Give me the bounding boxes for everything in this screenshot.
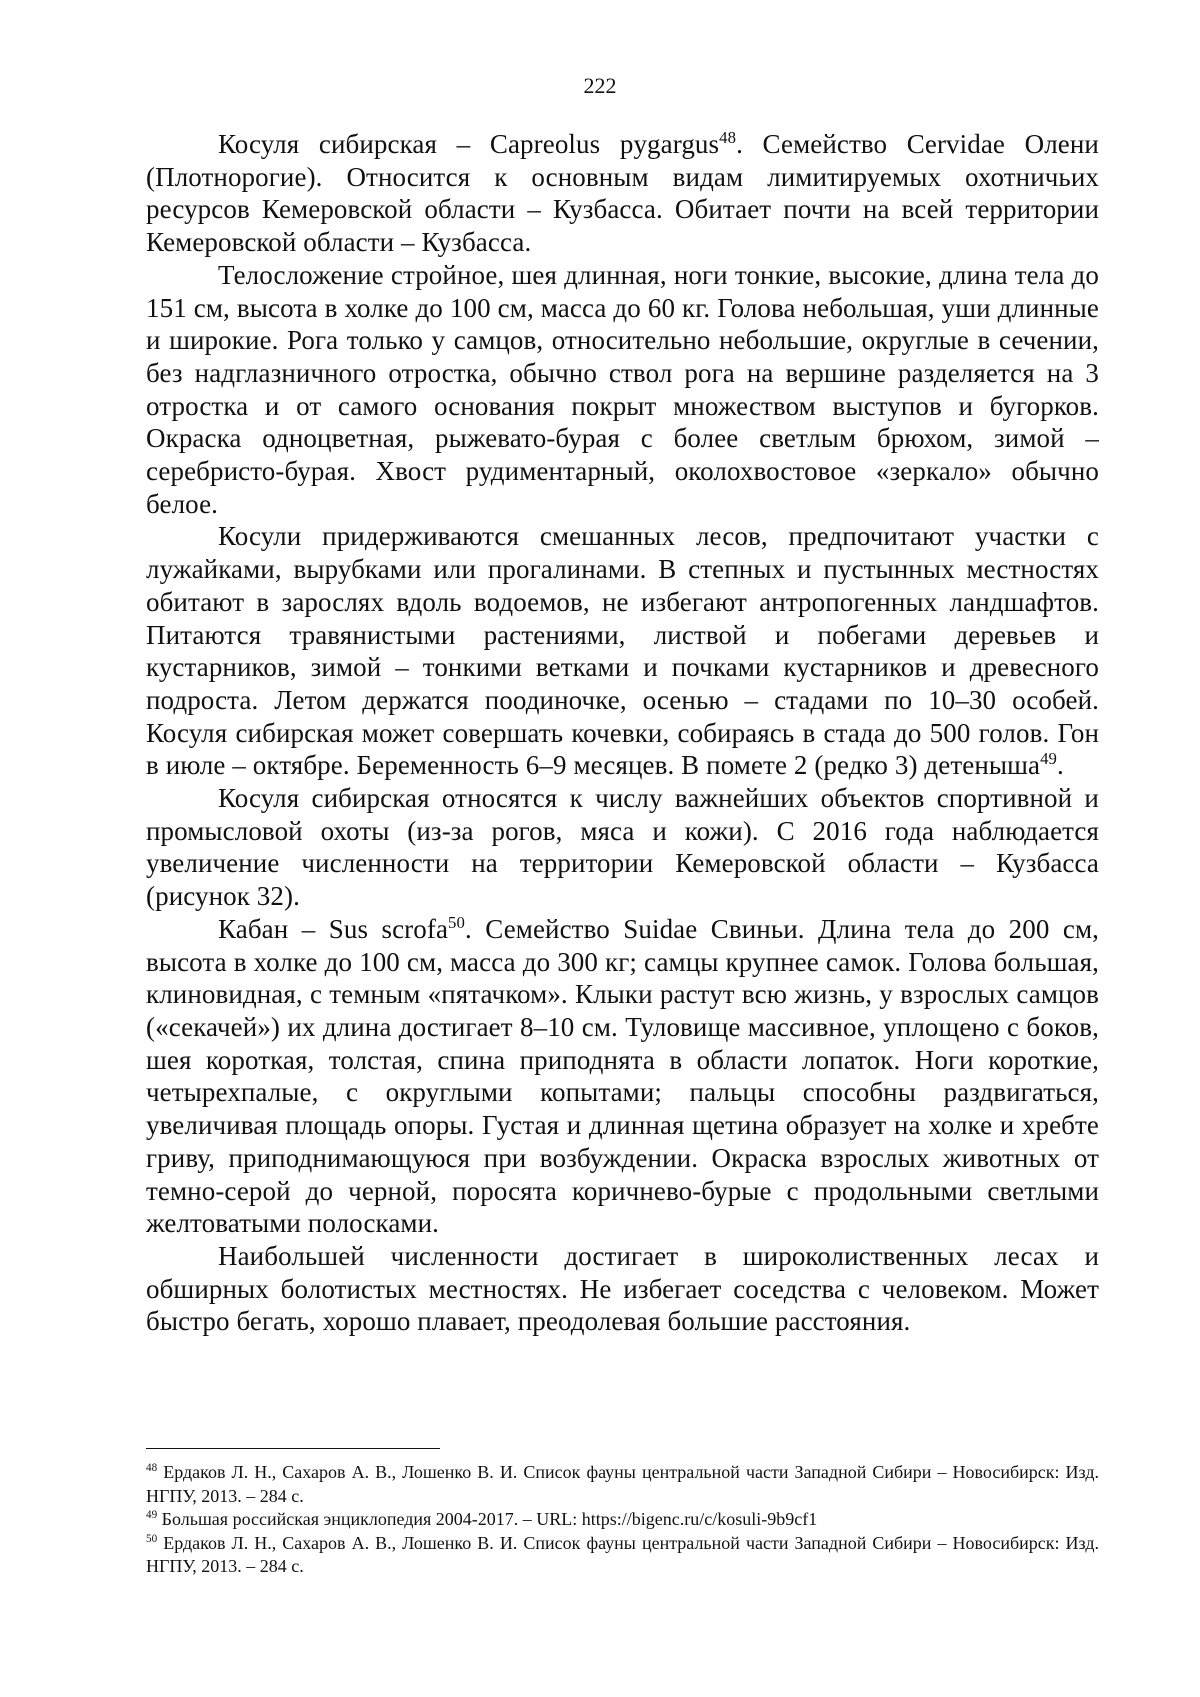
- paragraph-text: Косуля сибирская – Capreolus pygargus: [218, 129, 720, 159]
- paragraph-text: Косуля сибирская относятся к числу важнейших объектов спортивной и промысловой охоты (из-за рогов, мяса и кожи). С 2016 года наблюдается увеличение численности на территории Кемеровской области – Кузбасса (рисунок 32).: [146, 783, 1099, 912]
- paragraph-text: . Семейство Cervidae Олени (Плотнорогие). Относится к основным видам лимитируемых охотничьих ресурсов Кемеровской области – Кузбасса. Обитает почти на всей территории Кемеровской области – Кузбасса.: [146, 129, 1099, 258]
- footnote-50: [146, 1532, 1099, 1579]
- paragraph-text: Наибольшей численности достигает в широколиственных лесах и обширных болотистых местностях. Не избегает соседства с человеком. Может быстро бегать, хорошо плавает, преодолевая большие расстояния.: [146, 1240, 1099, 1337]
- footnote-text: Большая российская энциклопедия 2004-2017. – URL: https://bigenc.ru/c/kosuli-9b9cf1: [157, 1509, 818, 1529]
- footnote-mark: 49: [146, 1509, 158, 1521]
- footnotes: [146, 1461, 1099, 1579]
- footnote-text: Ердаков Л. Н., Сахаров А. В., Лошенко В. И. Список фауны центральной части Западной Сибири – Новосибирск: Изд. НГПУ, 2013. – 284 с.: [146, 1462, 1099, 1506]
- paragraph-text: .: [1057, 750, 1064, 781]
- paragraph-boar-habitat: [146, 1240, 1099, 1338]
- paragraph-roe-deer-habitat: [146, 520, 1099, 782]
- footnote-ref: 49: [1040, 749, 1058, 769]
- paragraph-roe-deer-hunting: [146, 782, 1099, 913]
- paragraph-text: Кабан – Sus scrofa: [218, 913, 449, 944]
- footnote-mark: 50: [146, 1532, 158, 1545]
- footnote-ref: 48: [719, 128, 737, 147]
- paragraph-text: Косули придерживаются смешанных лесов, предпочитают участки с лужайками, вырубками или прогалинами. В степных и пустынных местностях обитают в зарослях вдоль водоемов, не избегают антропогенных ландшафтов. Питаются травянистыми растениями, листвой и побегами деревьев и кустарников, зимой – тонкими ветками и почками кустарников и древесного подроста. Летом держатся поодиночке, осенью – стадами по 10–30 особей. Косуля сибирская может совершать кочевки, собираясь в стада до 500 голов. Гон в июле – октябре. Беременность 6–9 месяцев. В помете 2 (редко 3) детеныша: [146, 521, 1099, 781]
- paragraph-roe-deer-intro: [146, 128, 1099, 259]
- footnote-ref: 50: [448, 912, 465, 932]
- footnote-49: [146, 1508, 1099, 1532]
- paragraph-text: . Семейство Suidae Свиньи. Длина тела до 200 см, высота в холке до 100 см, масса до 300 кг; самцы крупнее самок. Голова большая, клиновидная, с темным «пятачком». Клыки растут всю жизнь, у взрослых самцов («секачей») их длина достигает 8–10 см. Туловище массивное, уплощено с боков, шея короткая, толстая, спина приподнята в области лопаток. Ноги короткие, четырехпалые, с округлыми копытами; пальцы способны раздвигаться, увеличивая площадь опоры. Густая и длинная щетина образует на холке и хребте гриву, приподнимающуюся при возбуждении. Окраска взрослых животных от темно-серой до черной, поросята коричнево-бурые с продольными светлыми желтоватыми полосками.: [146, 913, 1099, 1239]
- footnote-separator: [146, 1448, 440, 1449]
- paragraph-boar-intro: [146, 913, 1099, 1240]
- footnote-text: Ердаков Л. Н., Сахаров А. В., Лошенко В. И. Список фауны центральной части Западной Сибири – Новосибирск: Изд. НГПУ, 2013. – 284 с.: [146, 1532, 1099, 1576]
- footnote-48: [146, 1461, 1099, 1508]
- paragraph-text: Телосложение стройное, шея длинная, ноги тонкие, высокие, длина тела до 151 см, высота в холке до 100 см, масса до 60 кг. Голова небольшая, уши длинные и широкие. Рога только у самцов, относительно небольшие, округлые в сечении, без надглазничного отростка, обычно ствол рога на вершине разделяется на 3 отростка и от самого основания покрыт множеством выступов и бугорков. Окраска одноцветная, рыжевато-бурая с более светлым брюхом, зимой – серебристо-бурая. Хвост рудиментарный, околохвостовое «зеркало» обычно белое.: [146, 259, 1099, 519]
- page-number: 222: [583, 73, 617, 98]
- footnote-mark: 48: [146, 1462, 158, 1474]
- paragraph-roe-deer-body: [146, 259, 1099, 521]
- body-text: [146, 128, 1099, 1338]
